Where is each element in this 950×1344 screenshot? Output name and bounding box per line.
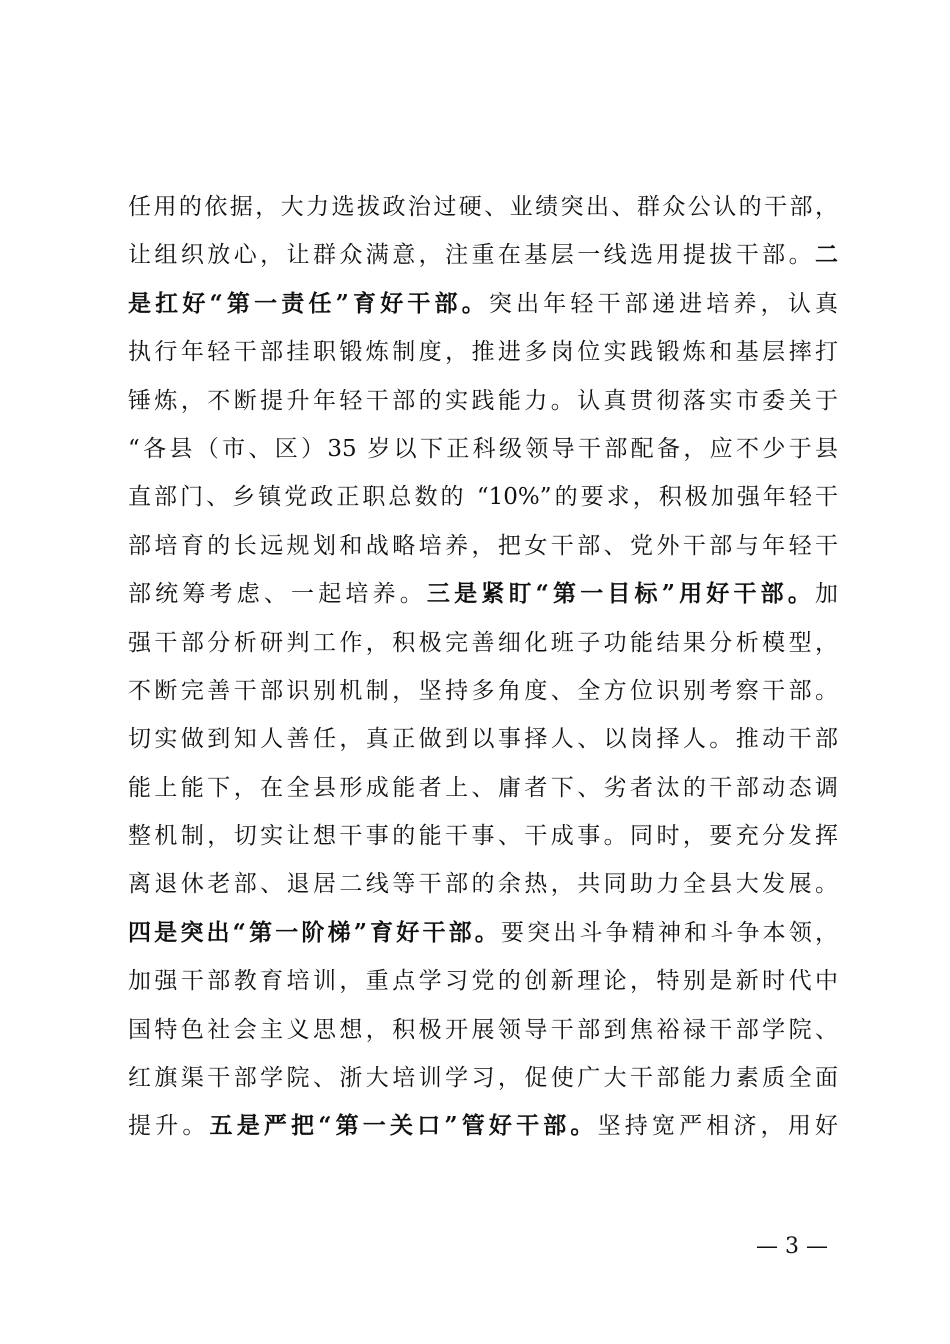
text-run: 离退休老部、退居二线等干部的余热，共同助力全县大发展。 [128,871,838,898]
text-run: 国特色社会主义思想，积极开展领导干部到焦裕禄干部学院、 [128,1016,838,1043]
text-run: 加强干部教育培训，重点学习党的创新理论，特别是新时代中 [128,968,838,995]
text-run: 要突出斗争精神和斗争本领， [500,919,838,946]
text-run: 强干部分析研判工作，积极完善细化班子功能结果分析模型， [128,629,838,656]
text-line [128,425,838,473]
text-line [128,957,838,1005]
text-run: 切实做到知人善任，真正做到以事择人、以岗择人。推动干部 [128,726,838,753]
bold-heading-run: 是扛好“第一责任”育好干部。 [128,289,489,317]
text-run: 能上能下，在全县形成能者上、庸者下、劣者汰的干部动态调 [128,774,838,801]
text-run: 让组织放心，让群众满意，注重在基层一线选用提拔干部。 [128,242,815,269]
text-line [128,183,838,231]
text-run: 突出年轻干部递进培养，认真 [488,290,838,317]
text-line [128,1006,838,1054]
text-run: 直部门、乡镇党政正职总数的 “10%”的要求，积极加强年轻干 [128,484,838,511]
text-line [128,1054,838,1102]
text-line [128,328,838,376]
bold-heading-run: 四是突出“第一阶梯”育好干部。 [128,918,501,946]
text-line [128,570,838,618]
text-run: 部培育的长远规划和战略培养，把女干部、党外干部与年轻干 [128,532,838,559]
bold-heading-run: 三是紧盯“第一目标”用好干部。 [426,580,815,608]
text-line [128,522,838,570]
text-line [128,377,838,425]
text-run: 执行年轻干部挂职锻炼制度，推进多岗位实践锻炼和基层摔打 [128,339,838,366]
text-line [128,473,838,521]
text-line [128,909,838,957]
text-line [128,764,838,812]
text-run: 红旗渠干部学院、浙大培训学习，促使广大干部能力素质全面 [128,1065,838,1092]
text-run: 部统筹考虑、一起培养。 [128,581,427,608]
text-run: 坚持宽严相济，用好 [597,1113,839,1140]
text-run: 加 [815,581,838,608]
text-run: 锤炼，不断提升年轻干部的实践能力。认真贯彻落实市委关于 [128,387,838,414]
page-number: — 3 — [756,1234,828,1259]
text-line [128,280,838,328]
text-run: 不断完善干部识别机制，坚持多角度、全方位识别考察干部。 [128,677,838,704]
text-run: 整机制，切实让想干事的能干事、干成事。同时，要充分发挥 [128,823,838,850]
text-line [128,231,838,279]
text-line [128,860,838,908]
text-line [128,667,838,715]
text-line [128,619,838,667]
text-line [128,715,838,763]
text-line [128,812,838,860]
text-line [128,1102,838,1150]
body-text [128,183,838,1151]
bold-heading-run: 五是严把“第一关口”管好干部。 [209,1112,598,1140]
text-run: 提升。 [128,1113,210,1140]
text-run: “各县（市、区）35 岁以下正科级领导干部配备，应不少于县 [128,435,838,462]
text-run: 任用的依据，大力选拔政治过硬、业绩突出、群众公认的干部， [128,194,838,220]
bold-heading-run: 二 [815,241,838,269]
